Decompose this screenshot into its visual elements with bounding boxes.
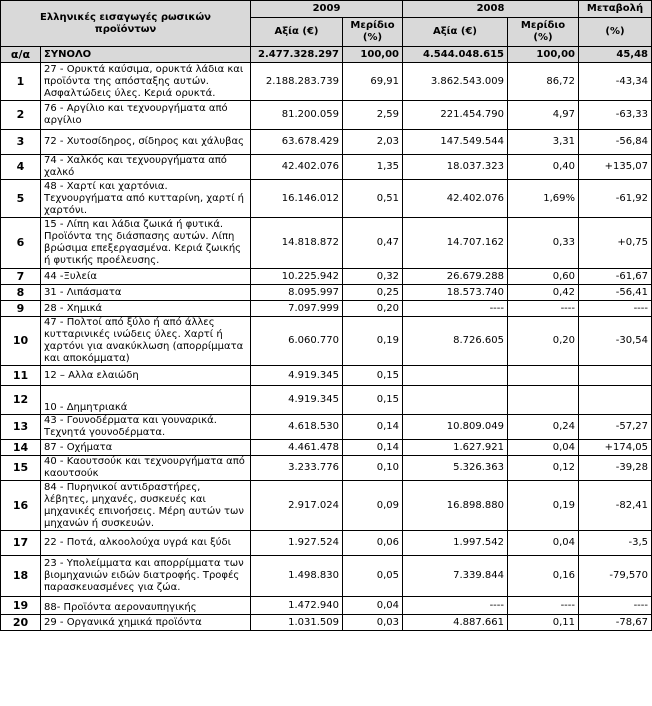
row-index: 11 (1, 366, 41, 386)
year-2009-header: 2009 (251, 1, 403, 18)
row-share-2009: 0,05 (343, 556, 403, 597)
row-share-2008: 0,12 (508, 456, 579, 481)
row-description: 28 - Χημικά (41, 301, 251, 317)
row-share-2009: 1,35 (343, 155, 403, 180)
row-index: 15 (1, 456, 41, 481)
row-description: 76 - Αργίλιο και τεχνουργήματα από αργίλιο (41, 101, 251, 130)
total-share-2009: 100,00 (343, 47, 403, 63)
row-value-2009: 4.461.478 (251, 440, 343, 456)
row-share-2008: 0,42 (508, 285, 579, 301)
row-share-2008: 0,40 (508, 155, 579, 180)
row-share-2008: 0,20 (508, 317, 579, 366)
row-share-2009: 0,14 (343, 415, 403, 440)
row-index: 5 (1, 180, 41, 218)
row-value-2008: 8.726.605 (403, 317, 508, 366)
row-value-2009: 14.818.872 (251, 218, 343, 269)
row-index: 1 (1, 63, 41, 101)
row-value-2009: 7.097.999 (251, 301, 343, 317)
table-row (1, 180, 652, 218)
row-change: +0,75 (579, 218, 652, 269)
row-share-2008: 4,97 (508, 101, 579, 130)
row-share-2009: 0,03 (343, 615, 403, 631)
row-value-2009: 1.498.830 (251, 556, 343, 597)
row-description: 88- Προϊόντα αεροναυπηγικής (41, 597, 251, 615)
row-value-2009: 1.472.940 (251, 597, 343, 615)
row-value-2008: 5.326.363 (403, 456, 508, 481)
row-index: 4 (1, 155, 41, 180)
row-value-2009: 63.678.429 (251, 130, 343, 155)
change-pct-header: (%) (579, 18, 652, 47)
row-share-2009: 0,19 (343, 317, 403, 366)
row-index: 14 (1, 440, 41, 456)
row-value-2009: 2.917.024 (251, 481, 343, 531)
row-index: 12 (1, 386, 41, 415)
row-change: -82,41 (579, 481, 652, 531)
table-row (1, 597, 652, 615)
row-share-2009: 0,47 (343, 218, 403, 269)
row-share-2009: 0,04 (343, 597, 403, 615)
row-description: 15 - Λίπη και λάδια ζωικά ή φυτικά. Προϊόντα της διάσπασης αυτών. Λίπη βρώσιμα επεξεργασμένα. Κεριά ζωικής ή φυτικής προέλευσης. (41, 218, 251, 269)
row-share-2008: 0,19 (508, 481, 579, 531)
row-change (579, 386, 652, 415)
row-description: 29 - Οργανικά χημικά προϊόντα (41, 615, 251, 631)
row-value-2008: 147.549.544 (403, 130, 508, 155)
row-description: 47 - Πολτοί από ξύλο ή από άλλες κυτταρινικές ινώδεις ύλες. Χαρτί ή χαρτόνι για ανακύκλωση (απορρίμματα και αποκόμματα) (41, 317, 251, 366)
change-header: Μεταβολή (579, 1, 652, 18)
row-value-2009: 1.031.509 (251, 615, 343, 631)
year-2008-header: 2008 (403, 1, 579, 18)
row-share-2008: 86,72 (508, 63, 579, 101)
row-share-2009: 0,20 (343, 301, 403, 317)
row-index: 3 (1, 130, 41, 155)
row-change (579, 366, 652, 386)
row-share-2008: ---- (508, 597, 579, 615)
row-share-2009: 0,15 (343, 366, 403, 386)
row-change: -43,34 (579, 63, 652, 101)
table-row (1, 317, 652, 366)
row-share-2008: 0,33 (508, 218, 579, 269)
row-value-2009: 6.060.770 (251, 317, 343, 366)
row-share-2008: 0,04 (508, 531, 579, 556)
row-value-2008: 1.997.542 (403, 531, 508, 556)
row-index: 8 (1, 285, 41, 301)
row-share-2009: 2,59 (343, 101, 403, 130)
row-share-2009: 0,06 (343, 531, 403, 556)
row-share-2008: 0,60 (508, 269, 579, 285)
row-value-2008: 42.402.076 (403, 180, 508, 218)
value-2009-header: Αξία (€) (251, 18, 343, 47)
row-index: 6 (1, 218, 41, 269)
row-index: 17 (1, 531, 41, 556)
row-share-2009: 0,09 (343, 481, 403, 531)
row-description: 12 – Αλλα ελαιώδη (41, 366, 251, 386)
table-row (1, 285, 652, 301)
row-change: -30,54 (579, 317, 652, 366)
row-description: 74 - Χαλκός και τεχνουργήματα από χαλκό (41, 155, 251, 180)
table-title: Ελληνικές εισαγωγές ρωσικών προϊόντων (1, 1, 251, 47)
table-row (1, 456, 652, 481)
table-row (1, 556, 652, 597)
row-change: -61,67 (579, 269, 652, 285)
row-index: 18 (1, 556, 41, 597)
row-description: 43 - Γουνοδέρματα και γουναρικά. Τεχνητά γουνοδέρματα. (41, 415, 251, 440)
row-value-2009: 10.225.942 (251, 269, 343, 285)
row-index: 13 (1, 415, 41, 440)
row-share-2009: 2,03 (343, 130, 403, 155)
row-description: 84 - Πυρηνικοί αντιδραστήρες, λέβητες, μηχανές, συσκευές και μηχανικές επινοήσεις. Μέρη αυτών των μηχανών ή συσκευών. (41, 481, 251, 531)
row-index: 9 (1, 301, 41, 317)
row-value-2009: 16.146.012 (251, 180, 343, 218)
row-value-2008: 1.627.921 (403, 440, 508, 456)
row-change: -56,41 (579, 285, 652, 301)
row-index: 16 (1, 481, 41, 531)
row-value-2009: 4.618.530 (251, 415, 343, 440)
row-share-2009: 0,14 (343, 440, 403, 456)
row-index: 10 (1, 317, 41, 366)
row-share-2008: 0,16 (508, 556, 579, 597)
row-share-2008: ---- (508, 301, 579, 317)
row-value-2008: 26.679.288 (403, 269, 508, 285)
row-value-2008 (403, 386, 508, 415)
table-row (1, 531, 652, 556)
table-row (1, 481, 652, 531)
row-description: 40 - Καουτσούκ και τεχνουργήματα από καουτσούκ (41, 456, 251, 481)
row-share-2008: 0,11 (508, 615, 579, 631)
row-value-2008: ---- (403, 301, 508, 317)
row-value-2008: 18.037.323 (403, 155, 508, 180)
row-change: +174,05 (579, 440, 652, 456)
row-description: 44 -Ξυλεία (41, 269, 251, 285)
row-value-2009: 42.402.076 (251, 155, 343, 180)
row-value-2009: 2.188.283.739 (251, 63, 343, 101)
row-description: 22 - Ποτά, αλκοολούχα υγρά και ξύδι (41, 531, 251, 556)
table-row (1, 386, 652, 415)
row-index: 7 (1, 269, 41, 285)
table-row (1, 63, 652, 101)
row-share-2009: 0,15 (343, 386, 403, 415)
table-row (1, 130, 652, 155)
table-row (1, 269, 652, 285)
row-value-2009: 4.919.345 (251, 366, 343, 386)
table-row (1, 415, 652, 440)
table-row (1, 366, 652, 386)
row-value-2008: 14.707.162 (403, 218, 508, 269)
row-share-2009: 69,91 (343, 63, 403, 101)
row-change: -39,28 (579, 456, 652, 481)
total-value-2008: 4.544.048.615 (403, 47, 508, 63)
row-description: 48 - Χαρτί και χαρτόνια. Τεχνουργήματα από κυτταρίνη, χαρτί ή χαρτόνι. (41, 180, 251, 218)
table-row (1, 440, 652, 456)
row-change: ---- (579, 301, 652, 317)
table-row (1, 155, 652, 180)
row-value-2009: 8.095.997 (251, 285, 343, 301)
row-share-2008: 1,69% (508, 180, 579, 218)
row-value-2008: 221.454.790 (403, 101, 508, 130)
row-description: 10 - Δημητριακά (41, 386, 251, 415)
row-change: -63,33 (579, 101, 652, 130)
row-value-2008: 16.898.880 (403, 481, 508, 531)
row-value-2008: 3.862.543.009 (403, 63, 508, 101)
row-value-2008: ---- (403, 597, 508, 615)
row-value-2008: 4.887.661 (403, 615, 508, 631)
row-change: -3,5 (579, 531, 652, 556)
table-row (1, 615, 652, 631)
row-share-2009: 0,51 (343, 180, 403, 218)
table-row (1, 301, 652, 317)
row-value-2009: 1.927.524 (251, 531, 343, 556)
total-change: 45,48 (579, 47, 652, 63)
table-row (1, 218, 652, 269)
row-description: 23 - Υπολείμματα και απορρίμματα των βιομηχανιών ειδών διατροφής. Τροφές παρασκευασμένες για ζώα. (41, 556, 251, 597)
row-share-2009: 0,10 (343, 456, 403, 481)
row-change: -78,67 (579, 615, 652, 631)
row-value-2008: 18.573.740 (403, 285, 508, 301)
row-description: 72 - Χυτοσίδηρος, σίδηρος και χάλυβας (41, 130, 251, 155)
row-description: 87 - Οχήματα (41, 440, 251, 456)
row-change: +135,07 (579, 155, 652, 180)
row-change: -56,84 (579, 130, 652, 155)
row-value-2008 (403, 366, 508, 386)
row-index: 19 (1, 597, 41, 615)
row-share-2009: 0,25 (343, 285, 403, 301)
row-change: -61,92 (579, 180, 652, 218)
row-value-2009: 3.233.776 (251, 456, 343, 481)
row-change: -79,570 (579, 556, 652, 597)
row-description: 31 - Λιπάσματα (41, 285, 251, 301)
row-value-2008: 10.809.049 (403, 415, 508, 440)
row-index: 20 (1, 615, 41, 631)
row-value-2009: 81.200.059 (251, 101, 343, 130)
row-share-2008 (508, 366, 579, 386)
row-change: -57,27 (579, 415, 652, 440)
row-index: 2 (1, 101, 41, 130)
row-share-2008: 0,24 (508, 415, 579, 440)
row-value-2009: 4.919.345 (251, 386, 343, 415)
share-2009-header: Μερίδιο (%) (343, 18, 403, 47)
row-share-2008 (508, 386, 579, 415)
index-header: α/α (1, 47, 41, 63)
row-change: ---- (579, 597, 652, 615)
row-share-2009: 0,32 (343, 269, 403, 285)
share-2008-header: Μερίδιο (%) (508, 18, 579, 47)
total-value-2009: 2.477.328.297 (251, 47, 343, 63)
total-share-2008: 100,00 (508, 47, 579, 63)
row-value-2008: 7.339.844 (403, 556, 508, 597)
row-share-2008: 3,31 (508, 130, 579, 155)
table-row (1, 101, 652, 130)
row-share-2008: 0,04 (508, 440, 579, 456)
total-label: ΣΥΝΟΛΟ (41, 47, 251, 63)
row-description: 27 - Ορυκτά καύσιμα, ορυκτά λάδια και προϊόντα της απόσταξης αυτών. Ασφαλτώδεις ύλες. Κεριά ορυκτά. (41, 63, 251, 101)
value-2008-header: Αξία (€) (403, 18, 508, 47)
